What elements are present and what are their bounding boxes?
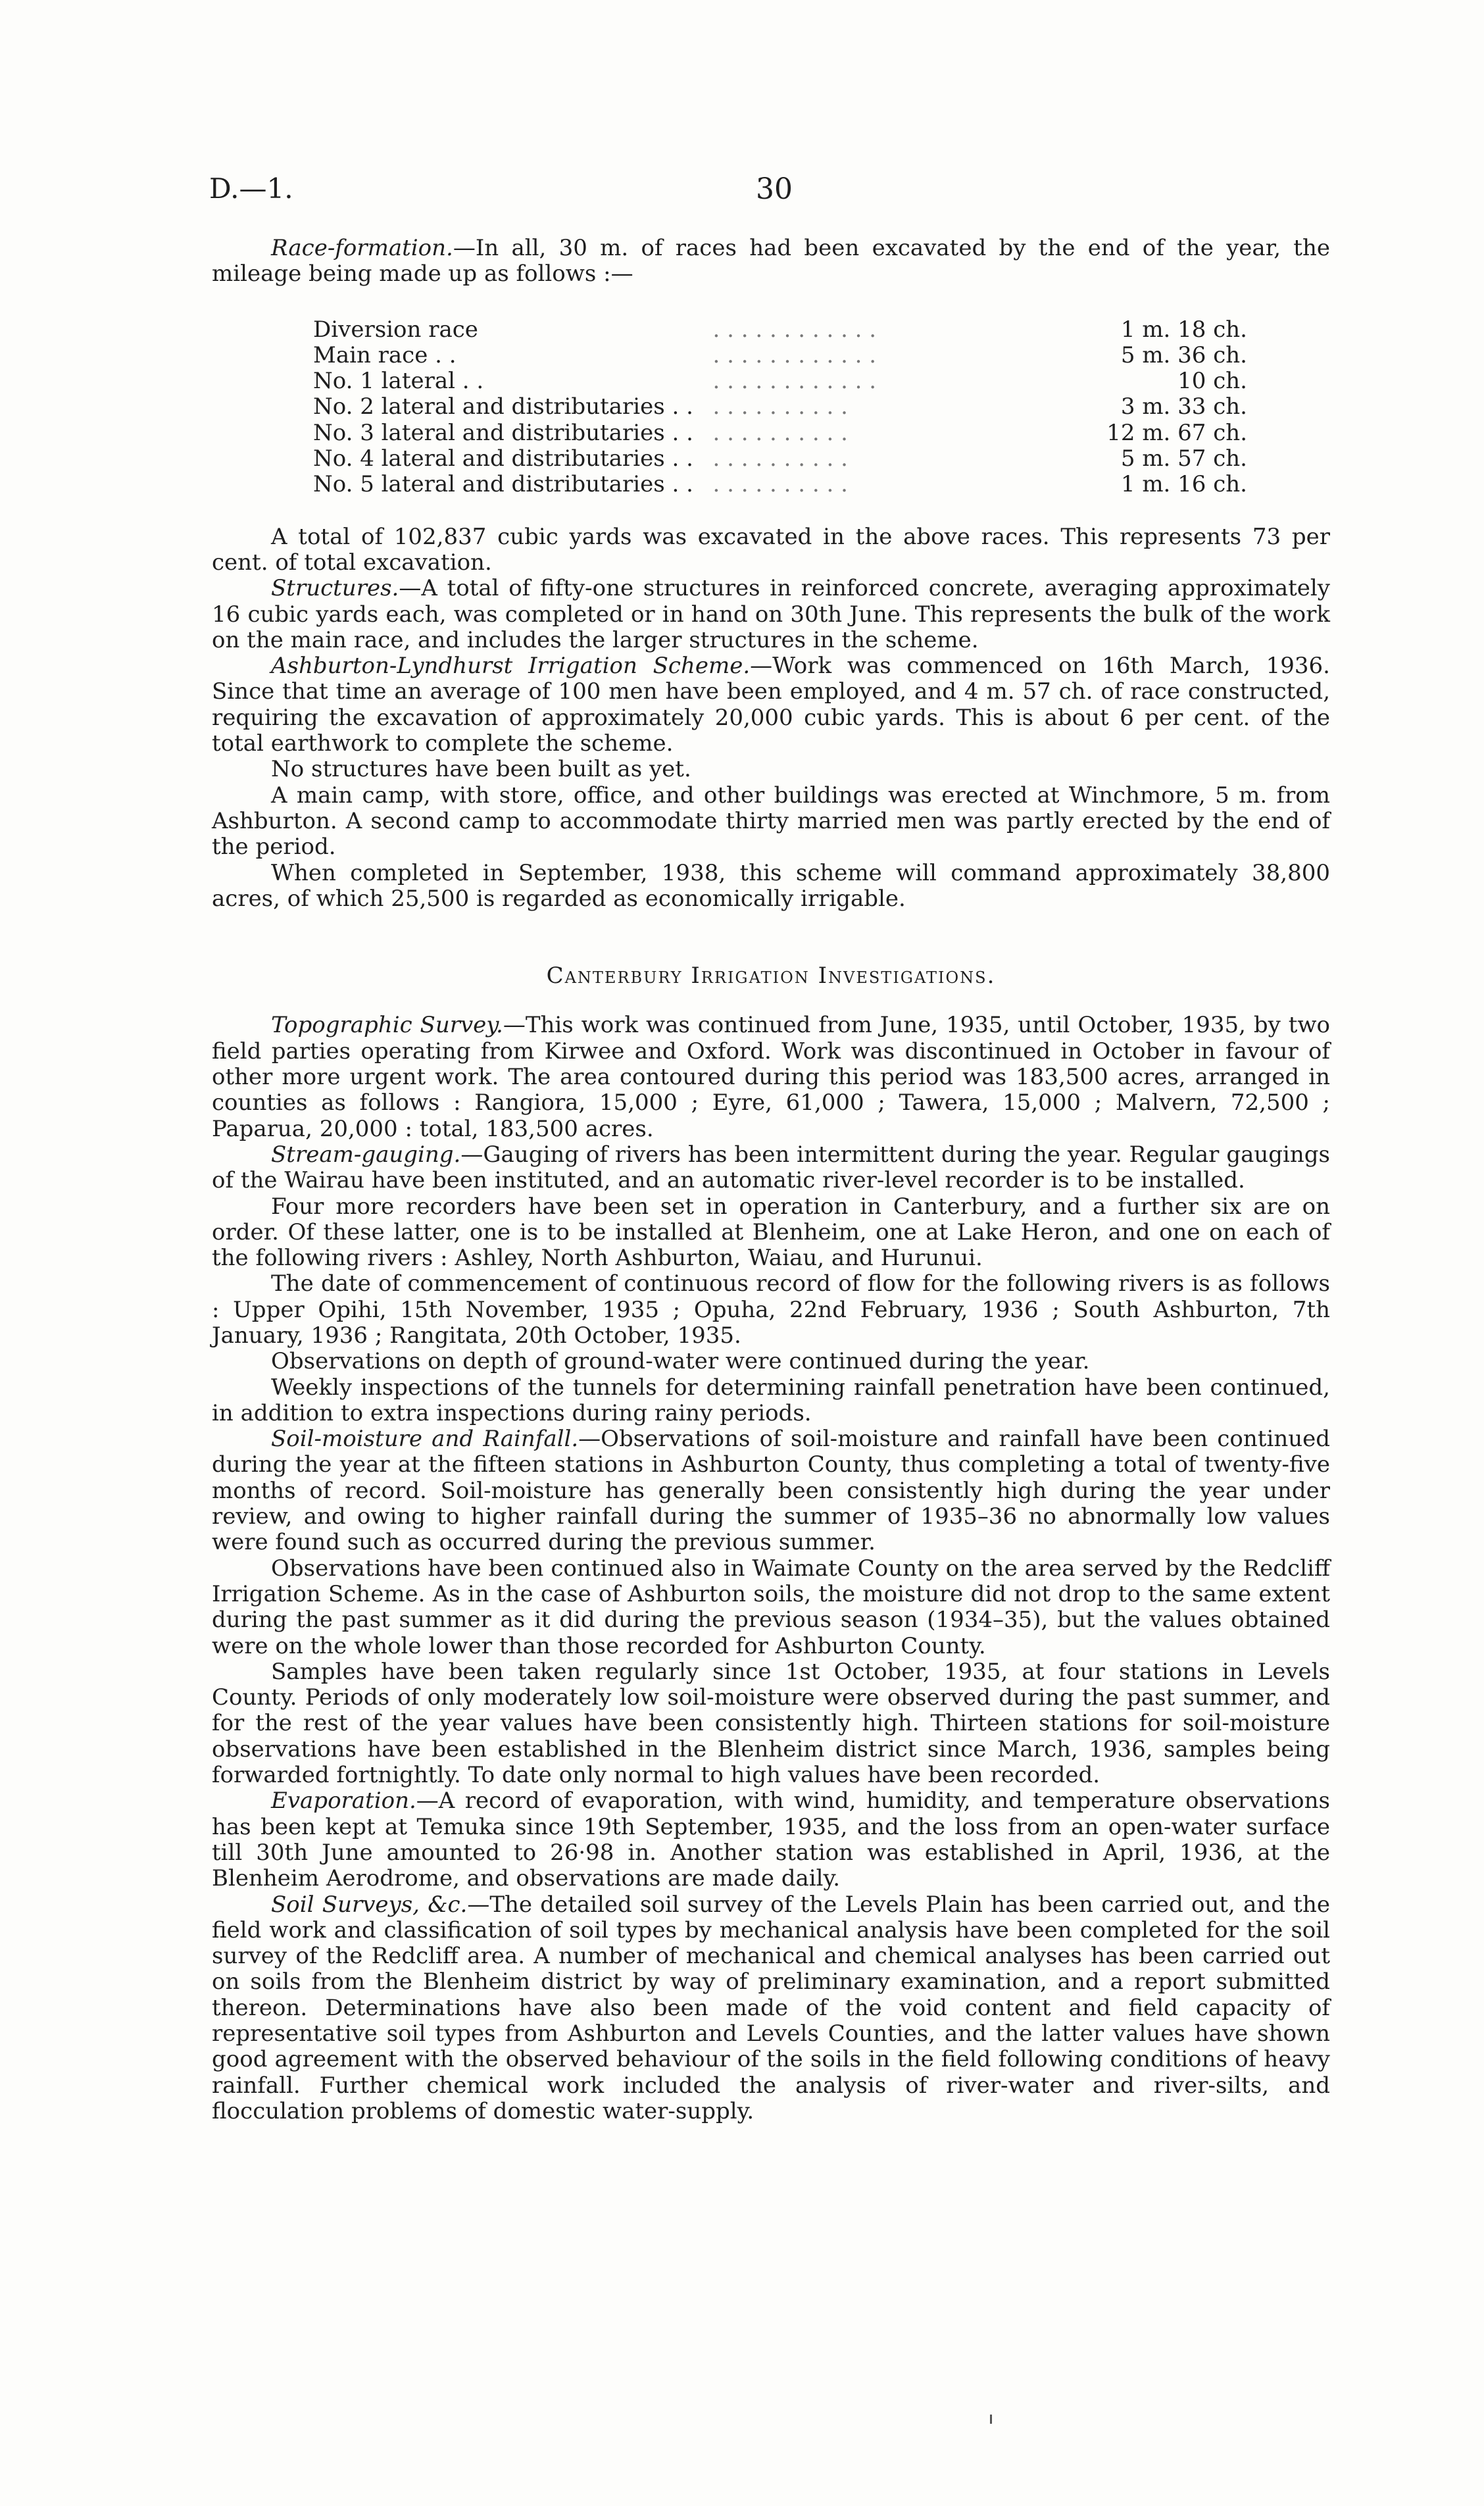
race-amount: 12 m. 67 ch. — [1106, 419, 1247, 446]
race-leader-dots: . . . . . . . . . . — [712, 393, 848, 420]
evaporation-text: —A record of evaporation, with wind, humidity, and temperature observations has been kept at Temuka since 19th September, 1935, and the loss from an open-water surface till 30th June amounted to 26·98 in. Another station was established in April, 1936, at the Blenheim Aerodrome, and observations are made daily. — [212, 1788, 1330, 1892]
page-body — [212, 236, 1330, 2124]
race-formation-intro: —In all, 30 m. of races had been excavated by the end of the year, the mileage being made up as follows :— — [212, 235, 1330, 288]
race-label: Main race . . — [313, 341, 457, 368]
topographic-paragraph — [212, 1013, 1330, 1141]
race-row — [313, 394, 1247, 420]
race-row — [313, 472, 1247, 497]
page-header — [209, 172, 1339, 218]
page-number: 30 — [756, 172, 793, 206]
race-leader-dots: . . . . . . . . . . — [712, 471, 848, 498]
stream-text: —Gauging of rivers has been intermittent during the year. Regular gaugings of the Wairau have been instituted, and an automatic river-level recorder is to be installed. — [212, 1141, 1330, 1194]
levels-samples-paragraph: Samples have been taken regularly since 1st October, 1935, at four stations in Levels County. Periods of only moderately low soil-moisture were observed during the past summer, and for the rest of the year values have been consistently high. Thirteen stations for soil-moisture observations have been established in the Blenheim district since March, 1936, samples being forwarded fortnightly. To date only normal to high values have been recorded. — [212, 1658, 1330, 1789]
race-label: No. 4 lateral and distributaries . . — [313, 445, 693, 472]
waimate-paragraph: Observations have been continued also in Waimate County on the area served by the Redcliff Irrigation Scheme. As in the case of Ashburton soils, the moisture did not drop to the same extent during the past summer as it did during the previous season (1934–35), but the values obtained were on the whole lower than those recorded for Ashburton County. — [212, 1555, 1330, 1659]
race-leader-dots: . . . . . . . . . . . . — [712, 341, 877, 368]
ashburton-structures-paragraph: No structures have been built as yet. — [271, 756, 691, 783]
race-total-paragraph: A total of 102,837 cubic yards was excavated in the above races. This represents 73 per cent. of total excavation. — [212, 523, 1330, 576]
topographic-heading: Topographic Survey. — [271, 1012, 503, 1039]
soil-surveys-heading: Soil Surveys, &c. — [271, 1891, 468, 1918]
structures-heading: Structures. — [271, 575, 399, 602]
race-leader-dots: . . . . . . . . . . . . — [712, 316, 877, 343]
soil-moisture-paragraph — [212, 1426, 1330, 1555]
ashburton-camp-paragraph: A main camp, with store, office, and other buildings was erected at Winchmore, 5 m. from Ashburton. A second camp to accommodate thirty married men was partly erected by the end of the period. — [212, 782, 1330, 861]
race-label: Diversion race — [313, 316, 478, 343]
race-label: No. 5 lateral and distributaries . . — [313, 471, 693, 498]
race-amount: 10 ch. — [1177, 368, 1247, 395]
document-reference: D.—1. — [209, 172, 293, 205]
page-mark — [990, 2415, 992, 2424]
ashburton-heading: Ashburton-Lyndhurst Irrigation Scheme. — [271, 653, 751, 680]
race-row — [313, 343, 1247, 368]
race-leader-dots: . . . . . . . . . . — [712, 445, 848, 472]
race-label: No. 2 lateral and distributaries . . — [313, 393, 693, 420]
race-label: No. 3 lateral and distributaries . . — [313, 419, 693, 446]
race-amount: 5 m. 57 ch. — [1120, 445, 1247, 472]
soil-moisture-text: —Observations of soil-moisture and rainfall have been continued during the year at the fifteen stations in Ashburton County, thus completing a total of twenty-five months of record. Soil-moisture has generally been consistently high during the year under review, and owing to higher rainfall during the summer of 1935–36 no abnormally low values were found such as occurred during the previous summer. — [212, 1426, 1330, 1556]
race-amount: 3 m. 33 ch. — [1120, 393, 1247, 420]
ashburton-completion-paragraph: When completed in September, 1938, this scheme will command approximately 38,800 acres, of which 25,500 is regarded as economically irrigable. — [212, 859, 1330, 912]
race-leader-dots: . . . . . . . . . . — [712, 419, 848, 446]
soil-surveys-text: —The detailed soil survey of the Levels Plain has been carried out, and the field work and classification of soil types by mechanical analysis have been completed for the soil survey of the Redcliff area. A number of mechanical and chemical analyses has been carried out on soils from the Blenheim district by way of preliminary examination, and a report submitted thereon. Determinations have also been made of the void content and field capacity of representative soil types from Ashburton and Levels Counties, and the latter values have shown good agreement with the observed behaviour of the soils in the field following conditions of heavy rainfall. Further chemical work included the analysis of river-water and river-silts, and flocculation problems of domestic water-supply. — [212, 1891, 1330, 2124]
evaporation-paragraph — [212, 1788, 1330, 1892]
race-label: No. 1 lateral . . — [313, 368, 484, 395]
stream-heading: Stream-gauging. — [271, 1141, 461, 1168]
race-row — [313, 317, 1247, 343]
structures-text: —A total of fifty-one structures in reinforced concrete, averaging approximately 16 cubic yards each, was completed or in hand on 30th June. This represents the bulk of the work on the main race, and includes the larger structures in the scheme. — [212, 575, 1330, 653]
race-row — [313, 368, 1247, 394]
soil-moisture-heading: Soil-moisture and Rainfall. — [271, 1426, 579, 1453]
topographic-text: —This work was continued from June, 1935, until October, 1935, by two field parties operating from Kirwee and Oxford. Work was discontinued in October in favour of other more urgent work. The area contoured during this period was 183,500 acres, arranged in counties as follows : Rangiora, 15,000 ; Eyre, 61,000 ; Tawera, 15,000 ; Malvern, 72,500 ; Paparua, 20,000 : total, 183,500 acres. — [212, 1012, 1331, 1142]
race-row — [313, 420, 1247, 446]
stream-dates-paragraph: The date of commencement of continuous record of flow for the following rivers is as follows : Upper Opihi, 15th November, 1935 ; Opuha, 22nd February, 1936 ; South Ashburton, 7th January, 1936 ; Rangitata, 20th October, 1935. — [212, 1270, 1330, 1349]
section-title: Canterbury Irrigation Investigations. — [546, 963, 996, 990]
race-amount: 5 m. 36 ch. — [1120, 341, 1247, 368]
race-row — [313, 446, 1247, 472]
race-amount: 1 m. 16 ch. — [1120, 471, 1247, 498]
race-formation-heading: Race-formation. — [271, 235, 453, 261]
ashburton-paragraph — [212, 653, 1330, 757]
evaporation-heading: Evaporation. — [271, 1788, 416, 1815]
race-amount: 1 m. 18 ch. — [1120, 316, 1247, 343]
race-mileage-table — [313, 317, 1247, 498]
stream-recorders-paragraph: Four more recorders have been set in operation in Canterbury, and a further six are on order. Of these latter, one is to be installed at Blenheim, one at Lake Heron, and one on each of the following rivers : Ashley, North Ashburton, Waiau, and Hurunui. — [212, 1193, 1330, 1272]
tunnel-inspections-paragraph: Weekly inspections of the tunnels for determining rainfall penetration have been continued, in addition to extra inspections during rainy periods. — [212, 1374, 1330, 1426]
ashburton-text: —Work was commenced on 16th March, 1936. Since that time an average of 100 men have been employed, and 4 m. 57 ch. of race constructed, requiring the excavation of approximately 20,000 cubic yards. This is about 6 per cent. of the total earthwork to complete the scheme. — [212, 653, 1330, 757]
race-leader-dots: . . . . . . . . . . . . — [712, 368, 877, 395]
ground-water-paragraph: Observations on depth of ground-water were continued during the year. — [271, 1348, 1090, 1375]
race-formation-paragraph — [212, 236, 1330, 288]
stream-paragraph — [212, 1142, 1330, 1194]
structures-paragraph — [212, 576, 1330, 653]
soil-surveys-paragraph — [212, 1892, 1330, 2125]
